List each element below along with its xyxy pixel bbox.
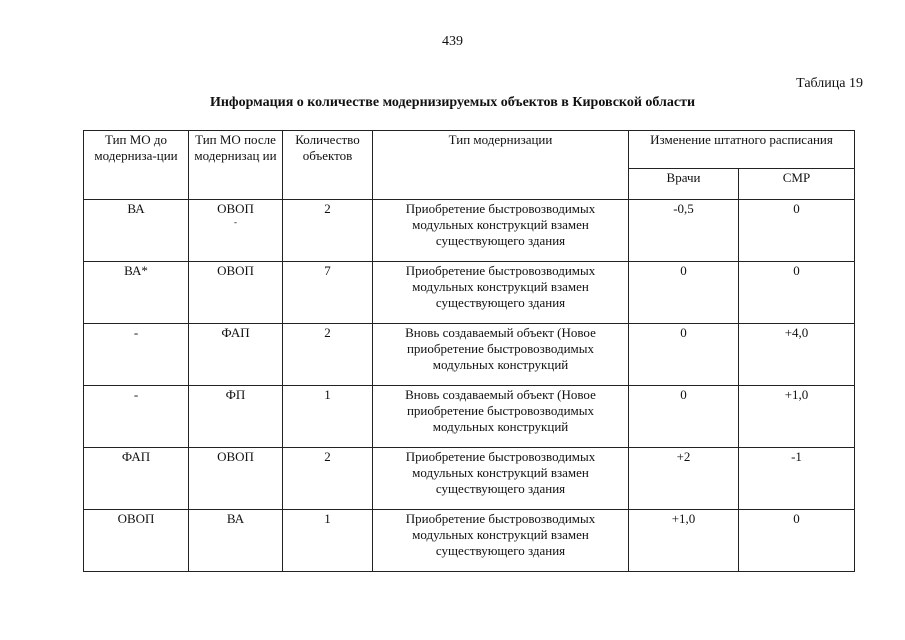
header-modernization-type: Тип модернизации bbox=[373, 131, 629, 200]
header-type-before: Тип МО до модерниза-ции bbox=[84, 131, 189, 200]
cell-doctors: 0 bbox=[629, 262, 739, 324]
cell-modernization: Приобретение быстровозводимых модульных конструкций взамен существующего здания bbox=[373, 200, 629, 262]
page-number: 439 bbox=[442, 34, 463, 49]
cell-doctors: +1,0 bbox=[629, 510, 739, 572]
cell-modernization: Приобретение быстровозводимых модульных конструкций взамен существующего здания bbox=[373, 262, 629, 324]
header-staff-change: Изменение штатного расписания bbox=[629, 131, 855, 169]
header-smr: СМР bbox=[739, 168, 855, 199]
cell-quantity: 1 bbox=[283, 510, 373, 572]
table-header bbox=[84, 131, 855, 200]
header-quantity: Количество объектов bbox=[283, 131, 373, 200]
modernization-table bbox=[83, 130, 855, 572]
cell-type-before: - bbox=[84, 324, 189, 386]
table-row bbox=[84, 324, 855, 386]
cell-type-before: ОВОП bbox=[84, 510, 189, 572]
table-row bbox=[84, 200, 855, 262]
cell-type-after-value: ОВОП bbox=[217, 201, 254, 216]
cell-doctors: +2 bbox=[629, 448, 739, 510]
cell-smr: 0 bbox=[739, 200, 855, 262]
table-row bbox=[84, 262, 855, 324]
cell-smr: +4,0 bbox=[739, 324, 855, 386]
table-row bbox=[84, 510, 855, 572]
header-row-1 bbox=[84, 131, 855, 169]
cell-modernization: Вновь создаваемый объект (Новое приобретение быстровозводимых модульных конструкций bbox=[373, 324, 629, 386]
cell-modernization: Вновь создаваемый объект (Новое приобретение быстровозводимых модульных конструкций bbox=[373, 386, 629, 448]
cell-quantity: 2 bbox=[283, 448, 373, 510]
table-row bbox=[84, 386, 855, 448]
cell-quantity: 2 bbox=[283, 324, 373, 386]
cell-quantity: 7 bbox=[283, 262, 373, 324]
cell-type-before: ВА* bbox=[84, 262, 189, 324]
cell-quantity: 2 bbox=[283, 200, 373, 262]
cell-doctors: 0 bbox=[629, 386, 739, 448]
table-row bbox=[84, 448, 855, 510]
header-doctors: Врачи bbox=[629, 168, 739, 199]
table-caption: Таблица 19 bbox=[796, 76, 863, 91]
cell-type-after: ОВОП bbox=[189, 262, 283, 324]
cell-type-after: ФП bbox=[189, 386, 283, 448]
cell-modernization: Приобретение быстровозводимых модульных конструкций взамен существующего здания bbox=[373, 510, 629, 572]
cell-type-before: - bbox=[84, 386, 189, 448]
cell-type-after: ВА bbox=[189, 510, 283, 572]
document-title: Информация о количестве модернизируемых объектов в Кировской области bbox=[209, 95, 696, 110]
cell-type-before: ФАП bbox=[84, 448, 189, 510]
cell-smr: 0 bbox=[739, 262, 855, 324]
cell-type-after bbox=[189, 200, 283, 262]
cell-doctors: 0 bbox=[629, 324, 739, 386]
cell-smr: 0 bbox=[739, 510, 855, 572]
cell-type-after-mark: - bbox=[234, 217, 237, 227]
table-body bbox=[84, 200, 855, 572]
header-type-after: Тип МО после модернизац ии bbox=[189, 131, 283, 200]
cell-smr: -1 bbox=[739, 448, 855, 510]
cell-smr: +1,0 bbox=[739, 386, 855, 448]
cell-doctors: -0,5 bbox=[629, 200, 739, 262]
cell-type-after: ФАП bbox=[189, 324, 283, 386]
cell-quantity: 1 bbox=[283, 386, 373, 448]
cell-type-after: ОВОП bbox=[189, 448, 283, 510]
cell-type-before: ВА bbox=[84, 200, 189, 262]
cell-modernization: Приобретение быстровозводимых модульных конструкций взамен существующего здания bbox=[373, 448, 629, 510]
